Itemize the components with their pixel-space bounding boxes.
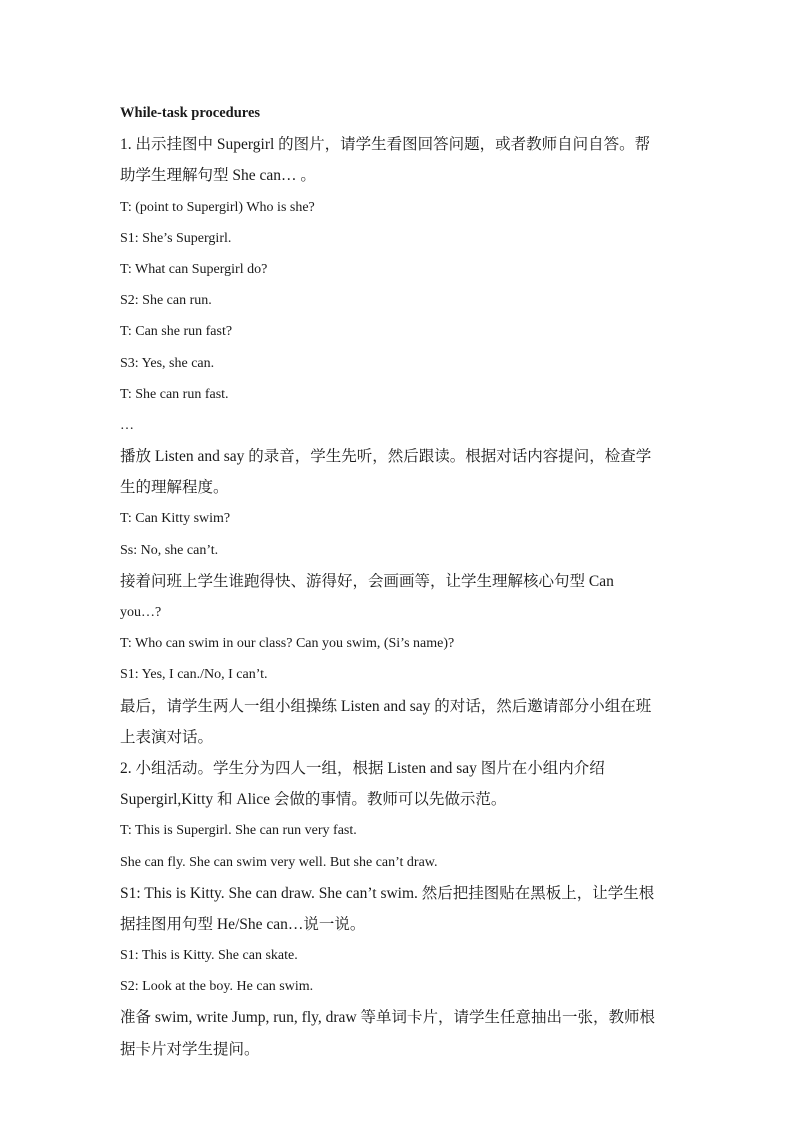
dialogue-line: T: What can Supergirl do? <box>120 261 268 277</box>
paragraph-line: you…? <box>120 605 162 620</box>
dialogue-line: S1: This is Kitty. She can draw. She can’t swim. 然后把挂图贴在黑板上，让学生根 <box>120 884 655 902</box>
paragraph-line: Supergirl,Kitty 和 Alice 会做的事情。教师可以先做示范。 <box>120 791 507 809</box>
dialogue-line: S2: Look at the boy. He can swim. <box>120 979 314 995</box>
section-heading: While-task procedures <box>120 105 261 121</box>
dialogue-line: S2: She can run. <box>120 293 212 309</box>
paragraph-line: 助学生理解句型 She can… 。 <box>120 167 316 185</box>
dialogue-line: She can fly. She can swim very well. But she can’t draw. <box>120 854 438 870</box>
dialogue-line: T: (point to Supergirl) Who is she? <box>120 199 315 215</box>
dialogue-line: T: This is Supergirl. She can run very fast. <box>120 823 357 839</box>
dialogue-line: S1: This is Kitty. She can skate. <box>120 948 298 964</box>
paragraph-line: 接着问班上学生谁跑得快、游得好，会画画等，让学生理解核心句型 Can <box>120 572 614 590</box>
dialogue-line: S3: Yes, she can. <box>120 355 215 371</box>
dialogue-line: T: She can run fast. <box>120 386 229 402</box>
paragraph-line: 播放 Listen and say 的录音，学生先听，然后跟读。根据对话内容提问，检查学 <box>120 448 652 466</box>
ellipsis-line: … <box>120 417 134 433</box>
paragraph-line: 据卡片对学生提问。 <box>120 1040 260 1058</box>
paragraph-line: 1. 出示挂图中 Supergirl 的图片，请学生看图回答问题，或者教师自问自答。帮 <box>120 136 651 154</box>
dialogue-line: T: Can Kitty swim? <box>120 511 231 527</box>
paragraph-line: 生的理解程度。 <box>120 479 229 497</box>
dialogue-line: T: Who can swim in our class? Can you swim, (Si’s name)? <box>120 636 455 652</box>
paragraph-line: 据挂图用句型 He/She can…说一说。 <box>120 915 366 933</box>
dialogue-line: S1: She’s Supergirl. <box>120 230 232 246</box>
paragraph-line: 上表演对话。 <box>120 728 214 746</box>
paragraph-line: 准备 swim, write Jump, run, fly, draw 等单词卡片，请学生任意抽出一张，教师根 <box>120 1009 656 1027</box>
document-page <box>120 98 676 1065</box>
dialogue-line: S1: Yes, I can./No, I can’t. <box>120 667 268 683</box>
dialogue-line: Ss: No, she can’t. <box>120 542 219 558</box>
paragraph-line: 2. 小组活动。学生分为四人一组，根据 Listen and say 图片在小组内介绍 <box>120 759 605 777</box>
dialogue-line: T: Can she run fast? <box>120 324 233 340</box>
paragraph-line: 最后，请学生两人一组小组操练 Listen and say 的对话，然后邀请部分小组在班 <box>120 697 652 715</box>
